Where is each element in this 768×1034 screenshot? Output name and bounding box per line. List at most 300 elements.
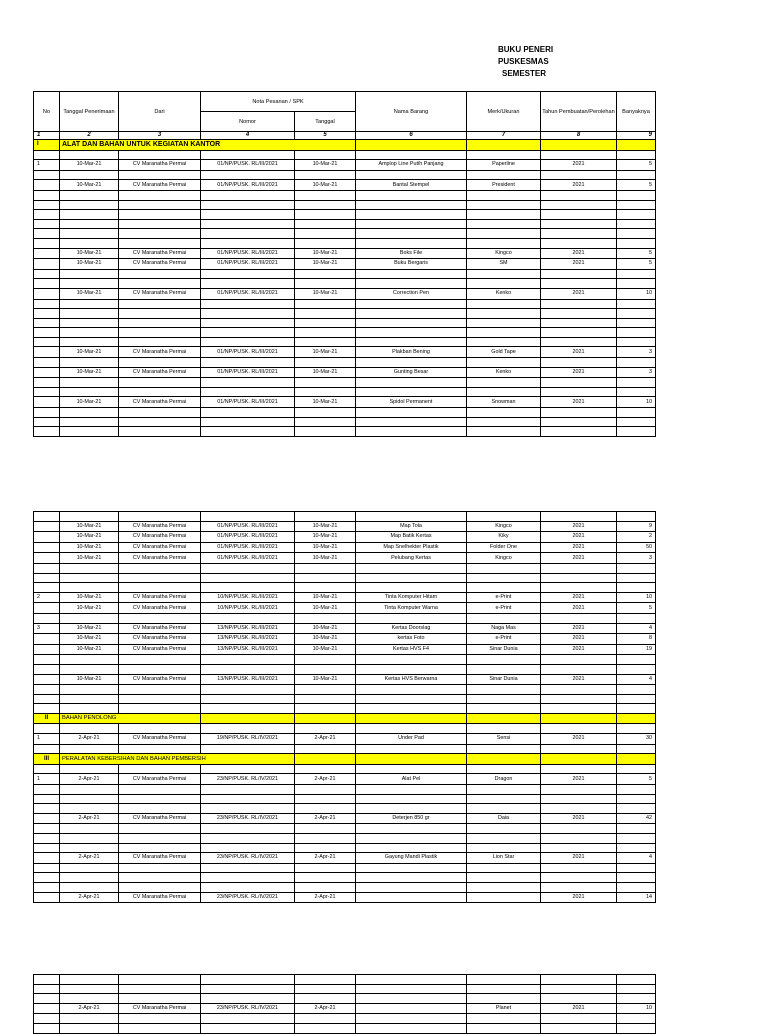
row-merk: Paperline xyxy=(467,160,541,171)
row-merk: Kingco xyxy=(467,521,541,532)
table-row xyxy=(34,288,656,299)
row-tahun: 2021 xyxy=(541,532,617,543)
blank-row xyxy=(34,190,656,200)
row-nama-barang xyxy=(356,1003,467,1014)
row-banyaknya: 3 xyxy=(617,553,656,564)
table-row xyxy=(34,644,656,655)
row-tanggal: 10-Mar-21 xyxy=(60,644,119,655)
blank-row xyxy=(34,1023,656,1033)
row-nomor: 01/NP/PUSK. RL/III/2021 xyxy=(201,521,295,532)
table-row xyxy=(34,553,656,564)
row-merk: Kenko xyxy=(467,367,541,378)
row-no xyxy=(34,180,60,191)
table-row xyxy=(34,1003,656,1014)
row-nomor: 01/NP/PUSK. RL/III/2021 xyxy=(201,553,295,564)
title-line-1: BUKU PENERI xyxy=(498,45,554,54)
row-dari: CV Maranatha Permai xyxy=(119,367,201,378)
row-nomor: 19/NP/PUSK. RL/IV/2021 xyxy=(201,734,295,745)
blank-row xyxy=(34,408,656,418)
table-row xyxy=(34,674,656,685)
blank-row xyxy=(34,994,656,1004)
blank-row xyxy=(34,219,656,229)
row-nama-barang: Map Snelhekter Plastik xyxy=(356,542,467,553)
blank-row xyxy=(34,704,656,714)
row-dari: CV Maranatha Permai xyxy=(119,734,201,745)
col-number: 2 xyxy=(60,132,119,140)
section-no: III xyxy=(34,754,60,765)
blank-row xyxy=(34,309,656,319)
row-tanggal-nota: 10-Mar-21 xyxy=(295,674,356,685)
blank-row xyxy=(34,834,656,844)
row-tahun: 2021 xyxy=(541,674,617,685)
row-tanggal: 10-Mar-21 xyxy=(60,674,119,685)
row-tahun: 2021 xyxy=(541,288,617,299)
row-banyaknya: 5 xyxy=(617,259,656,270)
row-tanggal-nota: 10-Mar-21 xyxy=(295,592,356,603)
row-banyaknya: 10 xyxy=(617,592,656,603)
row-banyaknya: 42 xyxy=(617,813,656,824)
row-dari: CV Maranatha Permai xyxy=(119,774,201,785)
row-merk: Lion Star xyxy=(467,853,541,864)
row-nama-barang: Gayung Mandi Plastik xyxy=(356,853,467,864)
row-banyaknya: 5 xyxy=(617,248,656,259)
row-tanggal: 10-Mar-21 xyxy=(60,553,119,564)
row-tahun: 2021 xyxy=(541,734,617,745)
row-tanggal: 10-Mar-21 xyxy=(60,397,119,408)
row-nomor: 01/NP/PUSK. RL/III/2021 xyxy=(201,347,295,358)
blank-row xyxy=(34,563,656,573)
row-dari: CV Maranatha Permai xyxy=(119,592,201,603)
row-tahun: 2021 xyxy=(541,397,617,408)
row-tanggal: 10-Mar-21 xyxy=(60,592,119,603)
row-nama-barang: kertas Foto xyxy=(356,634,467,645)
row-merk: Sinar Dunia xyxy=(467,674,541,685)
row-tahun: 2021 xyxy=(541,248,617,259)
row-tahun: 2021 xyxy=(541,592,617,603)
row-nomor: 13/NP/PUSK. RL/III/2021 xyxy=(201,674,295,685)
row-nomor: 13/NP/PUSK. RL/III/2021 xyxy=(201,644,295,655)
row-tanggal-nota: 10-Mar-21 xyxy=(295,553,356,564)
row-dari: CV Maranatha Permai xyxy=(119,603,201,614)
section-no: II xyxy=(34,713,60,724)
row-dari: CV Maranatha Permai xyxy=(119,644,201,655)
row-dari: CV Maranatha Permai xyxy=(119,521,201,532)
table-row xyxy=(34,892,656,903)
row-banyaknya: 4 xyxy=(617,853,656,864)
row-banyaknya: 3 xyxy=(617,367,656,378)
receipts-table-page-2 xyxy=(33,511,656,903)
blank-row xyxy=(34,975,656,985)
row-banyaknya: 5 xyxy=(617,774,656,785)
table-row xyxy=(34,623,656,634)
row-tahun: 2021 xyxy=(541,634,617,645)
row-tanggal-nota: 10-Mar-21 xyxy=(295,532,356,543)
row-nomor: 13/NP/PUSK. RL/III/2021 xyxy=(201,634,295,645)
blank-row xyxy=(34,318,656,328)
row-nama-barang: Kertas HVS Berwarna xyxy=(356,674,467,685)
row-nama-barang: Boks File xyxy=(356,248,467,259)
row-no xyxy=(34,553,60,564)
row-banyaknya: 14 xyxy=(617,892,656,903)
row-tahun: 2021 xyxy=(541,813,617,824)
row-dari: CV Maranatha Permai xyxy=(119,892,201,903)
row-no: 1 xyxy=(34,160,60,171)
blank-row xyxy=(34,328,656,338)
row-tahun: 2021 xyxy=(541,1003,617,1014)
row-dari: CV Maranatha Permai xyxy=(119,542,201,553)
row-nama-barang: Bantal Stempel xyxy=(356,180,467,191)
blank-row xyxy=(34,337,656,347)
row-no xyxy=(34,1003,60,1014)
header-tanggal: Tanggal Penerimaan xyxy=(60,92,119,132)
row-tanggal: 10-Mar-21 xyxy=(60,259,119,270)
section-row xyxy=(34,754,656,765)
row-tanggal-nota: 2-Apr-21 xyxy=(295,734,356,745)
col-number: 1 xyxy=(34,132,60,140)
document-title xyxy=(498,44,658,80)
blank-row xyxy=(34,269,656,279)
blank-row xyxy=(34,843,656,853)
row-no xyxy=(34,634,60,645)
table-row xyxy=(34,160,656,171)
header-nota: Nota Pesanan / SPK xyxy=(201,92,356,112)
row-merk: e-Print xyxy=(467,634,541,645)
row-nomor: 01/NP/PUSK. RL/III/2021 xyxy=(201,180,295,191)
row-tanggal-nota: 10-Mar-21 xyxy=(295,160,356,171)
row-no xyxy=(34,521,60,532)
row-no xyxy=(34,259,60,270)
row-tahun: 2021 xyxy=(541,347,617,358)
row-merk: Daia xyxy=(467,813,541,824)
header-nama: Nama Barang xyxy=(356,92,467,132)
row-no xyxy=(34,367,60,378)
row-nama-barang: Tinta Komputer Hitam xyxy=(356,592,467,603)
table-row xyxy=(34,248,656,259)
row-banyaknya: 5 xyxy=(617,160,656,171)
row-tahun: 2021 xyxy=(541,892,617,903)
row-tanggal-nota: 10-Mar-21 xyxy=(295,259,356,270)
row-tanggal-nota: 2-Apr-21 xyxy=(295,774,356,785)
row-tanggal: 10-Mar-21 xyxy=(60,288,119,299)
row-nomor: 01/NP/PUSK. RL/III/2021 xyxy=(201,160,295,171)
row-nama-barang: Correction Pen xyxy=(356,288,467,299)
row-tanggal: 2-Apr-21 xyxy=(60,892,119,903)
blank-row xyxy=(34,279,656,289)
row-no: 1 xyxy=(34,774,60,785)
row-no xyxy=(34,674,60,685)
row-banyaknya: 2 xyxy=(617,532,656,543)
row-nama-barang: Kertas HVS F4 xyxy=(356,644,467,655)
row-tahun: 2021 xyxy=(541,160,617,171)
blank-row xyxy=(34,794,656,804)
row-no: 2 xyxy=(34,592,60,603)
blank-row xyxy=(34,427,656,437)
row-banyaknya: 4 xyxy=(617,674,656,685)
row-dari: CV Maranatha Permai xyxy=(119,674,201,685)
row-dari: CV Maranatha Permai xyxy=(119,553,201,564)
row-tanggal-nota: 2-Apr-21 xyxy=(295,813,356,824)
blank-row xyxy=(34,150,656,160)
blank-row xyxy=(34,744,656,754)
row-banyaknya: 5 xyxy=(617,603,656,614)
row-dari: CV Maranatha Permai xyxy=(119,160,201,171)
row-dari: CV Maranatha Permai xyxy=(119,634,201,645)
row-tanggal-nota: 10-Mar-21 xyxy=(295,180,356,191)
table-row xyxy=(34,180,656,191)
row-banyaknya: 3 xyxy=(617,347,656,358)
col-number: 6 xyxy=(356,132,467,140)
row-tanggal: 2-Apr-21 xyxy=(60,774,119,785)
row-nama-barang: Deterjen 850 gr xyxy=(356,813,467,824)
blank-row xyxy=(34,358,656,368)
row-tanggal: 10-Mar-21 xyxy=(60,623,119,634)
row-tanggal-nota: 10-Mar-21 xyxy=(295,542,356,553)
row-nama-barang: Map Batik Kertas xyxy=(356,532,467,543)
row-merk: Sinar Dunia xyxy=(467,644,541,655)
table-row xyxy=(34,259,656,270)
row-tanggal-nota: 10-Mar-21 xyxy=(295,367,356,378)
row-nomor: 23/NP/PUSK. RL/IV/2021 xyxy=(201,892,295,903)
row-merk: Folder One xyxy=(467,542,541,553)
table-row xyxy=(34,774,656,785)
row-no xyxy=(34,288,60,299)
row-merk: Dragon xyxy=(467,774,541,785)
header-dari: Dari xyxy=(119,92,201,132)
table-row xyxy=(34,532,656,543)
blank-row xyxy=(34,512,656,522)
row-tahun: 2021 xyxy=(541,367,617,378)
row-merk: Naga Mas xyxy=(467,623,541,634)
row-banyaknya: 50 xyxy=(617,542,656,553)
row-merk xyxy=(467,892,541,903)
row-no: 3 xyxy=(34,623,60,634)
blank-row xyxy=(34,882,656,892)
row-tahun: 2021 xyxy=(541,259,617,270)
row-nomor: 01/NP/PUSK. RL/III/2021 xyxy=(201,367,295,378)
col-number: 9 xyxy=(617,132,656,140)
row-tanggal-nota: 2-Apr-21 xyxy=(295,892,356,903)
row-tanggal-nota: 10-Mar-21 xyxy=(295,397,356,408)
row-merk: Gold Tape xyxy=(467,347,541,358)
row-nama-barang: Buku Bergaris xyxy=(356,259,467,270)
row-nomor: 01/NP/PUSK. RL/III/2021 xyxy=(201,532,295,543)
row-tanggal-nota: 10-Mar-21 xyxy=(295,248,356,259)
row-no: 1 xyxy=(34,734,60,745)
row-no xyxy=(34,853,60,864)
blank-row xyxy=(34,170,656,180)
receipts-table-page-3 xyxy=(33,974,656,1034)
blank-row xyxy=(34,1014,656,1024)
section-row xyxy=(34,140,656,151)
row-dari: CV Maranatha Permai xyxy=(119,180,201,191)
title-line-3: SEMESTER xyxy=(502,69,547,78)
row-nama-barang xyxy=(356,892,467,903)
blank-row xyxy=(34,804,656,814)
row-no xyxy=(34,397,60,408)
row-banyaknya: 4 xyxy=(617,623,656,634)
row-no xyxy=(34,644,60,655)
row-nama-barang: Map Tola xyxy=(356,521,467,532)
row-dari: CV Maranatha Permai xyxy=(119,397,201,408)
row-tanggal: 10-Mar-21 xyxy=(60,248,119,259)
row-dari: CV Maranatha Permai xyxy=(119,623,201,634)
blank-row xyxy=(34,583,656,593)
blank-row xyxy=(34,378,656,388)
blank-row xyxy=(34,417,656,427)
blank-row xyxy=(34,694,656,704)
blank-row xyxy=(34,613,656,623)
row-tahun: 2021 xyxy=(541,553,617,564)
row-nama-barang: Kertas Doorslag xyxy=(356,623,467,634)
row-nama-barang: Spidol Permanent xyxy=(356,397,467,408)
row-tanggal-nota: 10-Mar-21 xyxy=(295,347,356,358)
row-no xyxy=(34,603,60,614)
blank-row xyxy=(34,387,656,397)
blank-row xyxy=(34,229,656,239)
blank-row xyxy=(34,299,656,309)
row-tahun: 2021 xyxy=(541,774,617,785)
row-tahun: 2021 xyxy=(541,853,617,864)
row-nama-barang: Tinta Komputer Warna xyxy=(356,603,467,614)
row-tanggal-nota: 10-Mar-21 xyxy=(295,644,356,655)
section-row xyxy=(34,713,656,724)
row-nama-barang: Plakban Bening xyxy=(356,347,467,358)
row-tanggal: 10-Mar-21 xyxy=(60,367,119,378)
table-row xyxy=(34,367,656,378)
header-banyaknya: Banyaknya xyxy=(617,92,656,132)
table-row xyxy=(34,603,656,614)
row-merk: e-Print xyxy=(467,603,541,614)
row-banyaknya: 10 xyxy=(617,288,656,299)
row-tanggal-nota: 10-Mar-21 xyxy=(295,521,356,532)
col-number: 4 xyxy=(201,132,295,140)
row-nomor: 01/NP/PUSK. RL/III/2021 xyxy=(201,259,295,270)
blank-row xyxy=(34,655,656,665)
row-dari: CV Maranatha Permai xyxy=(119,347,201,358)
row-tahun: 2021 xyxy=(541,180,617,191)
row-merk: Kiky xyxy=(467,532,541,543)
row-dari: CV Maranatha Permai xyxy=(119,1003,201,1014)
row-tanggal: 10-Mar-21 xyxy=(60,542,119,553)
blank-row xyxy=(34,238,656,248)
row-tanggal-nota: 2-Apr-21 xyxy=(295,1003,356,1014)
row-tanggal: 10-Mar-21 xyxy=(60,634,119,645)
row-merk: SM xyxy=(467,259,541,270)
col-number: 7 xyxy=(467,132,541,140)
col-number: 3 xyxy=(119,132,201,140)
table-row xyxy=(34,347,656,358)
blank-row xyxy=(34,685,656,695)
section-title: ALAT DAN BAHAN UNTUK KEGIATAN KANTOR xyxy=(60,140,356,151)
table-row xyxy=(34,542,656,553)
row-no xyxy=(34,248,60,259)
blank-row xyxy=(34,984,656,994)
row-merk: Planet xyxy=(467,1003,541,1014)
row-banyaknya: 30 xyxy=(617,734,656,745)
row-nomor: 23/NP/PUSK. RL/IV/2021 xyxy=(201,1003,295,1014)
row-nomor: 01/NP/PUSK. RL/III/2021 xyxy=(201,248,295,259)
row-tanggal: 10-Mar-21 xyxy=(60,347,119,358)
header-tanggal-nota: Tanggal xyxy=(295,112,356,132)
row-dari: CV Maranatha Permai xyxy=(119,248,201,259)
row-tanggal: 2-Apr-21 xyxy=(60,813,119,824)
section-no: I xyxy=(34,140,60,151)
row-tanggal: 10-Mar-21 xyxy=(60,603,119,614)
row-tahun: 2021 xyxy=(541,644,617,655)
row-tahun: 2021 xyxy=(541,542,617,553)
row-nama-barang: Pelubang Kertas xyxy=(356,553,467,564)
row-nomor: 01/NP/PUSK. RL/III/2021 xyxy=(201,542,295,553)
blank-row xyxy=(34,573,656,583)
row-tanggal-nota: 10-Mar-21 xyxy=(295,623,356,634)
row-nomor: 23/NP/PUSK. RL/IV/2021 xyxy=(201,774,295,785)
col-number: 5 xyxy=(295,132,356,140)
blank-row xyxy=(34,873,656,883)
table-row xyxy=(34,521,656,532)
row-tahun: 2021 xyxy=(541,623,617,634)
blank-row xyxy=(34,785,656,795)
row-tanggal: 2-Apr-21 xyxy=(60,734,119,745)
blank-row xyxy=(34,200,656,210)
row-tanggal: 10-Mar-21 xyxy=(60,160,119,171)
header-no: No xyxy=(34,92,60,132)
blank-row xyxy=(34,664,656,674)
row-merk: Kenko xyxy=(467,288,541,299)
row-nama-barang: Under Pad xyxy=(356,734,467,745)
row-banyaknya: 10 xyxy=(617,397,656,408)
row-tanggal-nota: 10-Mar-21 xyxy=(295,634,356,645)
row-banyaknya: 8 xyxy=(617,634,656,645)
row-tahun: 2021 xyxy=(541,603,617,614)
row-nama-barang: Gunting Besar xyxy=(356,367,467,378)
row-tahun: 2021 xyxy=(541,521,617,532)
row-nomor: 10/NP/PUSK. RL/III/2021 xyxy=(201,592,295,603)
table-row xyxy=(34,734,656,745)
blank-row xyxy=(34,824,656,834)
row-merk: e-Print xyxy=(467,592,541,603)
row-no xyxy=(34,532,60,543)
row-tanggal: 10-Mar-21 xyxy=(60,180,119,191)
row-dari: CV Maranatha Permai xyxy=(119,288,201,299)
row-dari: CV Maranatha Permai xyxy=(119,259,201,270)
row-tanggal: 2-Apr-21 xyxy=(60,853,119,864)
row-tanggal: 10-Mar-21 xyxy=(60,521,119,532)
row-tanggal: 10-Mar-21 xyxy=(60,532,119,543)
row-nama-barang: Amplop Line Putih Panjang xyxy=(356,160,467,171)
table-row xyxy=(34,634,656,645)
row-merk: President xyxy=(467,180,541,191)
row-no xyxy=(34,542,60,553)
row-nama-barang: Alat Pel xyxy=(356,774,467,785)
row-tanggal-nota: 10-Mar-21 xyxy=(295,288,356,299)
section-title: PERALATAN KEBERSIHAN DAN BAHAN PEMBERSIH xyxy=(60,754,295,765)
row-banyaknya: 10 xyxy=(617,1003,656,1014)
row-tanggal-nota: 10-Mar-21 xyxy=(295,603,356,614)
row-nomor: 10/NP/PUSK. RL/III/2021 xyxy=(201,603,295,614)
header-tahun: Tahun Pembuatan/Perolehan xyxy=(541,92,617,132)
blank-row xyxy=(34,863,656,873)
section-title: BAHAN PENOLONG xyxy=(60,713,201,724)
row-no xyxy=(34,813,60,824)
row-dari: CV Maranatha Permai xyxy=(119,813,201,824)
receipts-table-page-1 xyxy=(33,91,656,437)
row-banyaknya: 19 xyxy=(617,644,656,655)
row-dari: CV Maranatha Permai xyxy=(119,853,201,864)
table-row xyxy=(34,592,656,603)
table-row xyxy=(34,397,656,408)
row-merk: Sensi xyxy=(467,734,541,745)
blank-row xyxy=(34,210,656,220)
